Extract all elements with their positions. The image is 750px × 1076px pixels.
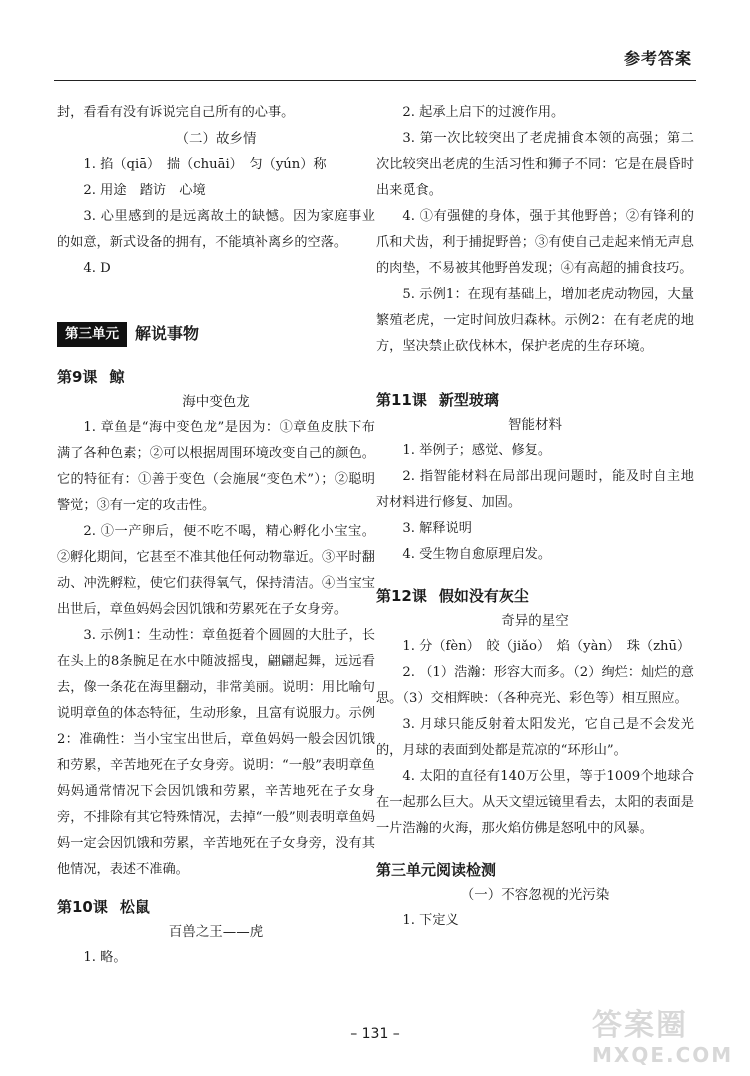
answer-item: 1. 略。 bbox=[83, 949, 127, 965]
watermark-bottom: MXQE.COM bbox=[592, 1043, 734, 1067]
header-rule bbox=[54, 80, 696, 81]
lesson-subtitle: 奇异的星空 bbox=[501, 613, 569, 629]
answer-item: 2. ①一产卵后，便不吃不喝，精心孵化小宝宝。②孵化期间，它甚至不准其他任何动物靠近。③平时翻动、冲洗孵粒，使它们获得氧气，保持清洁。④当宝宝出世后，章鱼妈妈会因饥饿和劳累死在子女身旁。 bbox=[57, 523, 375, 617]
answer-item: 4. 受生物自愈原理启发。 bbox=[402, 547, 552, 562]
unit-test-subtitle: （一）不容忽视的光污染 bbox=[460, 887, 610, 903]
right-column bbox=[376, 100, 694, 934]
lesson-number: 第10课 bbox=[57, 897, 108, 916]
lesson-subtitle: 百兽之王——虎 bbox=[168, 923, 264, 940]
unit-name: 解说事物 bbox=[135, 324, 200, 343]
lesson-title: 假如没有灰尘 bbox=[438, 587, 529, 605]
answer-item: 2. 起承上启下的过渡作用。 bbox=[402, 105, 565, 120]
answer-item: 1. 举例子；感觉、修复。 bbox=[402, 443, 552, 458]
lesson-heading bbox=[376, 388, 694, 412]
answer-item: 3. 第一次比较突出了老虎捕食本领的高强；第二次比较突出老虎的生活习性和狮子不同：它是在晨昏时出来觅食。 bbox=[376, 131, 694, 198]
lesson-title: 鲸 bbox=[109, 367, 125, 386]
answer-item: 1. 掐（qiā） 揣（chuāi） 匀（yún）称 bbox=[83, 157, 327, 172]
lesson-number: 第12课 bbox=[376, 587, 427, 605]
answer-item: 3. 示例1：生动性：章鱼挺着个圆圆的大肚子，长在头上的8条腕足在水中随波摇曳，翩翩起舞，远远看去，像一条花在海里翻动，非常美丽。说明：用比喻句说明章鱼的体态特征，生动形象，且富有说服力。示例2：准确性：当小宝宝出世后，章鱼妈妈一般会因饥饿和劳累，辛苦地死在子女身旁。说明：“一般”表明章鱼妈妈通常情况下会因饥饿和劳累，辛苦地死在子女身旁，不排除有其它特殊情况，去掉“一般”则表明章鱼妈妈一定会因饥饿和劳累，辛苦地死在子女身旁，没有其他情况，表述不准确。 bbox=[57, 627, 375, 877]
unit-badge: 第三单元 bbox=[57, 322, 127, 347]
lesson-subtitle: 海中变色龙 bbox=[182, 393, 250, 410]
answer-item: 5. 示例1：在现有基础上，增加老虎动物园，大量繁殖老虎，一定时间放归森林。示例2：在有老虎的地方，坚决禁止砍伐林木，保护老虎的生存环境。 bbox=[376, 287, 694, 354]
lesson-heading bbox=[57, 365, 375, 389]
section-title: （二）故乡情 bbox=[175, 131, 257, 147]
watermark-top: 答案圈 bbox=[592, 1008, 688, 1043]
lesson-title: 松鼠 bbox=[119, 897, 150, 916]
unit-heading bbox=[57, 316, 375, 353]
page-header-title: 参考答案 bbox=[623, 49, 692, 68]
lesson-heading bbox=[57, 895, 375, 919]
left-column bbox=[57, 100, 375, 971]
answer-item: 4. 太阳的直径有140万公里，等于1009个地球合在一起那么巨大。从天文望远镜里看去，太阳的表面是一片浩瀚的火海，那火焰仿佛是怒吼中的风暴。 bbox=[376, 769, 694, 836]
answer-item: 1. 分（fèn） 皎（jiǎo） 焰（yàn） 珠（zhū） bbox=[402, 639, 691, 654]
answer-item: 1. 下定义 bbox=[402, 913, 459, 928]
answer-item: 3. 解释说明 bbox=[402, 521, 472, 536]
answer-item: 2. （1）浩瀚：形容大而多。（2）绚烂：灿烂的意思。（3）交相辉映：（各种亮光、彩色等）相互照应。 bbox=[376, 665, 694, 706]
answer-item: 3. 月球只能反射着太阳发光，它自己是不会发光的，月球的表面到处都是荒凉的“环形山”。 bbox=[376, 717, 694, 758]
answer-line: 封，看看有没有诉说完自己所有的心事。 bbox=[57, 105, 295, 120]
lesson-number: 第9课 bbox=[57, 367, 98, 386]
answer-item: 2. 指智能材料在局部出现问题时，能及时自主地对材料进行修复、加固。 bbox=[376, 469, 694, 510]
lesson-title: 新型玻璃 bbox=[438, 391, 499, 409]
lesson-subtitle: 智能材料 bbox=[508, 417, 562, 433]
unit-test-heading: 第三单元阅读检测 bbox=[376, 861, 497, 879]
answer-item: 3. 心里感到的是远离故土的缺憾。因为家庭事业的如意，新式设备的拥有，不能填补离乡的空落。 bbox=[57, 209, 375, 250]
page-number: – 131 – bbox=[350, 1026, 400, 1042]
answer-item: 1. 章鱼是“海中变色龙”是因为：①章鱼皮肤下布满了各种色素；②可以根据周围环境改变自己的颜色。它的特征有：①善于变色（会施展“变色术”）；②聪明警觉；③有一定的攻击性。 bbox=[57, 419, 375, 513]
answer-item: 4. ①有强健的身体，强于其他野兽；②有锋利的爪和犬齿，利于捕捉野兽；③有使自己走起来悄无声息的肉垫，不易被其他野兽发现；④有高超的捕食技巧。 bbox=[376, 209, 694, 276]
answer-item: 2. 用途 踏访 心境 bbox=[83, 183, 206, 198]
lesson-heading bbox=[376, 584, 694, 608]
answer-item: 4. D bbox=[83, 261, 111, 276]
lesson-number: 第11课 bbox=[376, 391, 427, 409]
